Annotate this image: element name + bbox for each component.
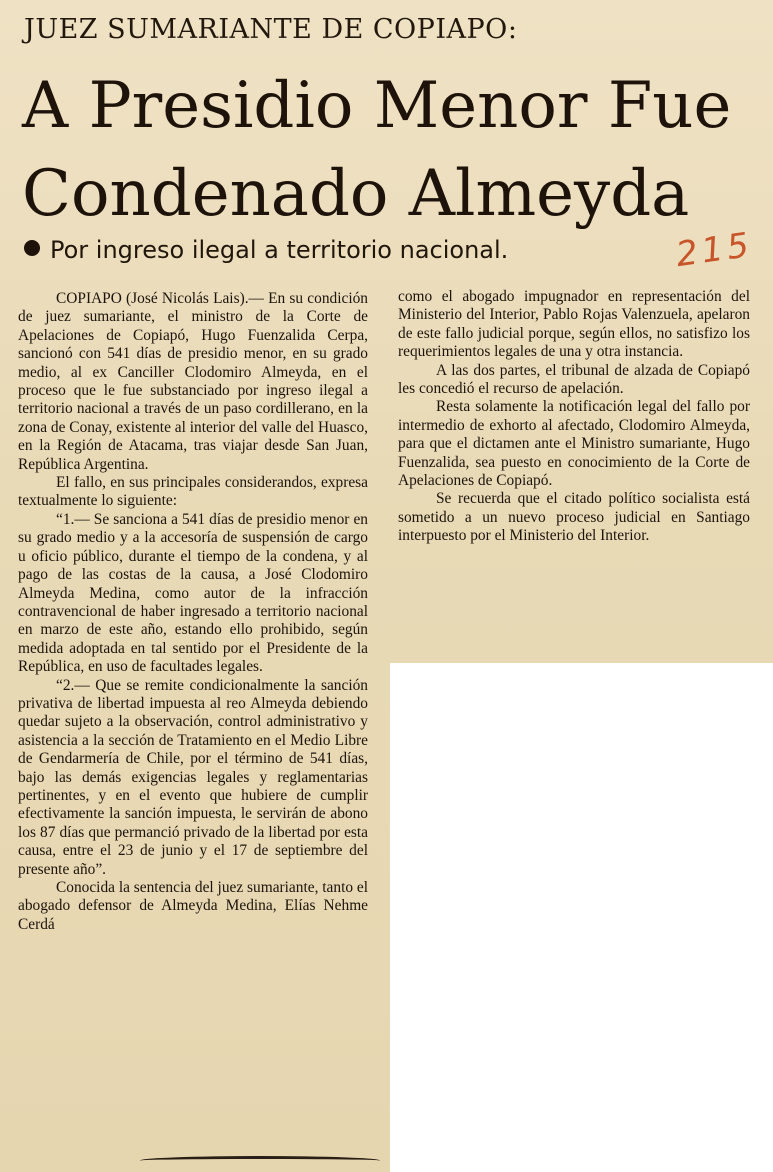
bullet-icon [24,240,40,256]
deck-text: Por ingreso ilegal a territorio nacional. [50,236,509,264]
paragraph: A las dos partes, el tribunal de alzada de Copiapó les concedió el recurso de apelación. [398,361,750,398]
bottom-rule [140,1156,380,1165]
paragraph: “1.— Se sanciona a 541 días de presidio menor en su grado medio y a la accesoría de suspensión de cargo u oficio público, durante el tiempo de la condena, y al pago de las costas de la causa, a José Clodomiro Almeyda Medina, como autor de la infracción contravencional de haber ingresado a territorio nacional en marzo de este año, estando ello prohibido, según medida adoptada en tal sentido por el Presidente de la República, en uso de facultades legales. [18,510,368,676]
paragraph: El fallo, en sus principales considerandos, expresa textualmente lo siguiente: [18,474,368,510]
deck [24,236,508,264]
paragraph: Conocida la sentencia del juez sumariante, tanto el abogado defensor de Almeyda Medina, Elías Nehme Cerdá [18,879,368,933]
paragraph: “2.— Que se remite condicionalmente la sanción privativa de libertad impuesta al reo Almeyda debiendo quedar sujeto a la observación, control administrativo y asistencia a la sección de Tratamiento en el Medio Libre de Gendarmería de Chile, por el término de 541 días, bajo las demás exigencias legales y reglamentarias pertinentes, y en el evento que hubiere de cumplir efectivamente la sanción impuesta, le servirán de abono los 87 días que permanció privado de la libertad por esta causa, entre el 23 de junio y el 17 de septiembre del presente año”. [18,676,368,878]
headline-line-1: A Presidio Menor Fue [22,69,732,143]
headline [22,62,762,238]
paragraph: como el abogado impugnador en representación del Ministerio del Interior, Pablo Rojas Valenzuela, apelaron de este fallo judicial porque, según ellos, no satisfizo los requerimientos legales de una y otra instancia. [398,288,750,361]
column-right [398,288,750,546]
paragraph: Resta solamente la notificación legal del fallo por intermedio de exhorto al afectado, Clodomiro Almeyda, para que el dictamen ante el Ministro sumariante, Hugo Fuenzalida, sea puesto en conocimiento de la Corte de Apelaciones de Copiapó. [398,398,750,490]
headline-line-2: Condenado Almeyda [22,157,690,231]
blank-area [390,663,773,1172]
column-left [18,290,368,934]
handwritten-note: 215 [673,224,756,276]
kicker: JUEZ SUMARIANTE DE COPIAPO: [24,14,518,45]
paragraph: Se recuerda que el citado político socialista está sometido a un nuevo proceso judicial en Santiago interpuesto por el Ministerio del Interior. [398,490,750,545]
paragraph: COPIAPO (José Nicolás Lais).— En su condición de juez sumariante, el ministro de la Corte de Apelaciones de Copiapó, Hugo Fuenzalida Cerpa, sancionó con 541 días de presidio menor, en su grado medio, al ex Canciller Clodomiro Almeyda, en el proceso que le fue substanciado por ingreso ilegal a territorio nacional a través de un paso cordillerano, en la zona de Conay, existente al interior del valle del Huasco, en la Región de Atacama, tras viajar desde San Juan, República Argentina. [18,290,368,473]
